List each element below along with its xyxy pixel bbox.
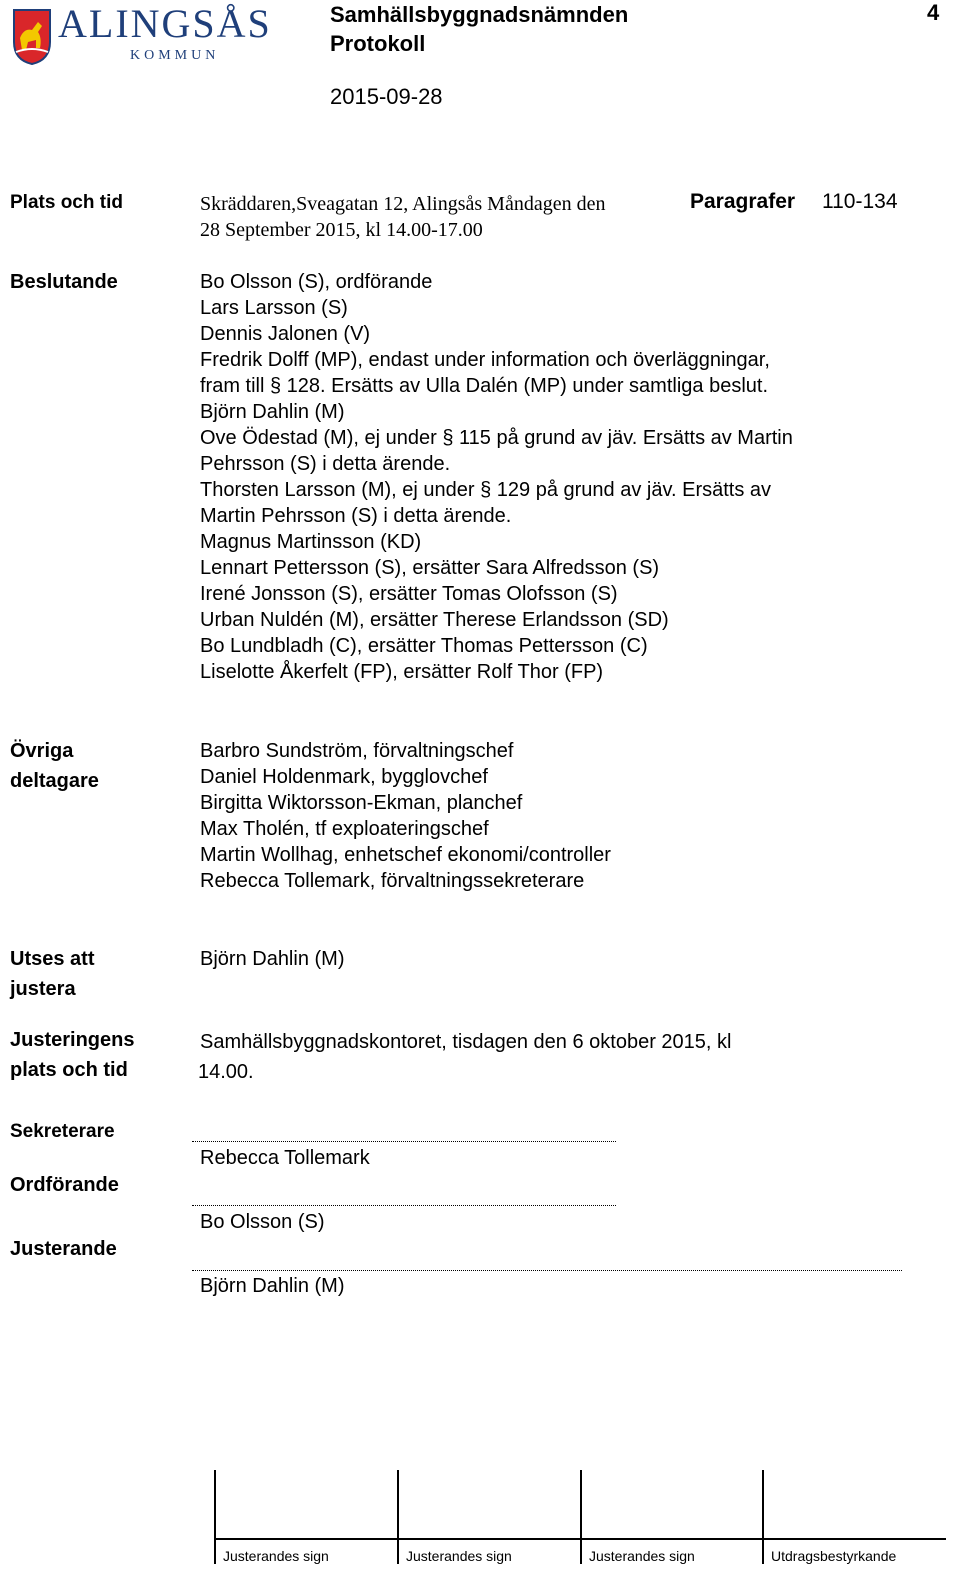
logo-wordmark: ALINGSÅS (58, 1, 272, 46)
chair-name: Bo Olsson (S) (200, 1211, 325, 1233)
list-item: Fredrik Dolff (MP), endast under information och överläggningar, (200, 349, 770, 371)
list-item: Ove Ödestad (M), ej under § 115 på grund av jäv. Ersätts av Martin (200, 427, 793, 449)
footer-sign-cell: Utdragsbestyrkande (771, 1548, 897, 1564)
chair-signature-line (192, 1205, 616, 1206)
list-item: Lennart Pettersson (S), ersätter Sara Alfredsson (S) (200, 557, 660, 579)
adjust-place-label-line: plats och tid (10, 1059, 128, 1081)
footer-baseline (214, 1538, 946, 1540)
list-item: Max Tholén, tf exploateringschef (200, 818, 489, 840)
list-item: Björn Dahlin (M) (200, 401, 345, 423)
place-time-value (200, 191, 605, 243)
list-item: Birgitta Wiktorsson-Ekman, planchef (200, 792, 523, 814)
document-date: 2015-09-28 (330, 84, 443, 109)
place-line: 28 September 2015, kl 14.00-17.00 (200, 219, 483, 241)
others-list (200, 738, 611, 894)
paragraphs-value: 110-134 (822, 190, 898, 213)
list-item: Daniel Holdenmark, bygglovchef (200, 766, 488, 788)
list-item: Martin Wollhag, enhetschef ekonomi/controller (200, 844, 611, 866)
adjust-value: Björn Dahlin (M) (200, 948, 345, 970)
list-item: Barbro Sundström, förvaltningschef (200, 740, 514, 762)
list-item: Bo Olsson (S), ordförande (200, 271, 433, 293)
chair-label: Ordförande (10, 1174, 119, 1196)
secretary-label: Sekreterare (10, 1121, 115, 1142)
place-line: Skräddaren,Sveagatan 12, Alingsås Måndagen den (200, 193, 606, 215)
secretary-name: Rebecca Tollemark (200, 1147, 370, 1169)
footer-sign-cell: Justerandes sign (589, 1548, 695, 1564)
list-item: Irené Jonsson (S), ersätter Tomas Olofsson (S) (200, 583, 618, 605)
logo-subtext: KOMMUN (130, 48, 220, 63)
paragraphs-label: Paragrafer (690, 190, 796, 213)
footer-divider (580, 1470, 582, 1564)
list-item: Magnus Martinsson (KD) (200, 531, 422, 553)
document-type: Protokoll (330, 31, 426, 56)
alingsas-logo (12, 2, 302, 70)
adjust-place-label-line: Justeringens (10, 1029, 135, 1051)
list-item: Liselotte Åkerfelt (FP), ersätter Rolf Thor (FP) (200, 661, 604, 683)
adjust-label-line: Utses att (10, 948, 95, 970)
committee-name: Samhällsbyggnadsnämnden (330, 2, 629, 27)
page-number: 4 (927, 0, 940, 25)
list-item: Pehrsson (S) i detta ärende. (200, 453, 451, 475)
adjust-place-label (10, 1025, 134, 1085)
footer-divider (762, 1470, 764, 1564)
list-item: Dennis Jalonen (V) (200, 323, 371, 345)
others-label-line: deltagare (10, 770, 99, 792)
coat-of-arms-icon (12, 8, 52, 66)
adjust-label (10, 944, 94, 1004)
document-header (330, 0, 628, 58)
list-item: Bo Lundbladh (C), ersätter Thomas Pettersson (C) (200, 635, 648, 657)
footer-sign-cell: Justerandes sign (406, 1548, 512, 1564)
others-label-line: Övriga (10, 740, 74, 762)
adjust-place-value: Samhällsbyggnadskontoret, tisdagen den 6 oktober 2015, kl (200, 1031, 732, 1053)
adjust-place-time: 14.00. (198, 1061, 254, 1083)
deciding-label: Beslutande (10, 271, 118, 293)
place-time-label: Plats och tid (10, 192, 123, 213)
list-item: Urban Nuldén (M), ersätter Therese Erlandsson (SD) (200, 609, 669, 631)
adjuster-label: Justerande (10, 1238, 117, 1260)
list-item: Martin Pehrsson (S) i detta ärende. (200, 505, 512, 527)
adjuster-signature-line (192, 1270, 902, 1271)
footer-divider (214, 1470, 216, 1564)
list-item: Thorsten Larsson (M), ej under § 129 på grund av jäv. Ersätts av (200, 479, 772, 501)
others-label (10, 736, 99, 796)
footer-sign-cell: Justerandes sign (223, 1548, 329, 1564)
adjuster-name: Björn Dahlin (M) (200, 1275, 345, 1297)
list-item: fram till § 128. Ersätts av Ulla Dalén (MP) under samtliga beslut. (200, 375, 768, 397)
list-item: Rebecca Tollemark, förvaltningssekreterare (200, 870, 585, 892)
list-item: Lars Larsson (S) (200, 297, 348, 319)
adjust-label-line: justera (10, 978, 76, 1000)
deciding-list (200, 269, 793, 685)
footer-divider (397, 1470, 399, 1564)
secretary-signature-line (192, 1141, 616, 1142)
